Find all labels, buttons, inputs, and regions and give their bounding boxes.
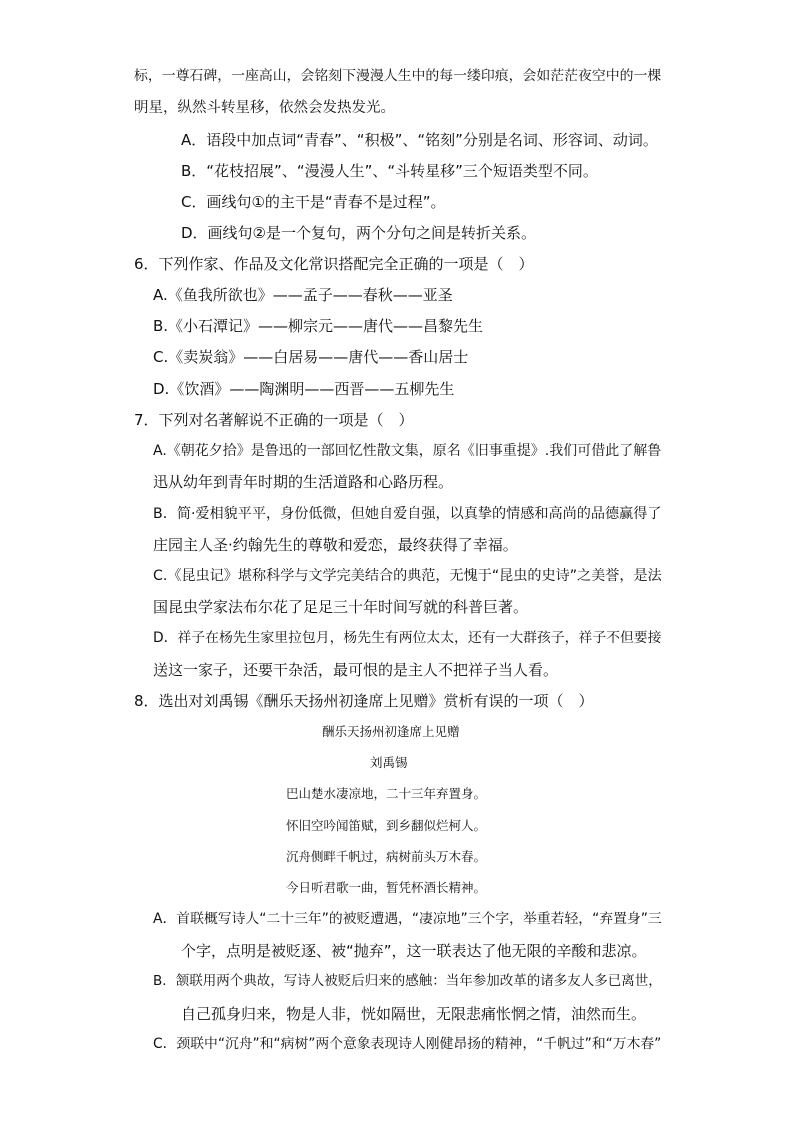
q5-option-b: B．“花枝招展”、“漫漫人生”、“斗转星移”三个短语类型不同。 <box>181 162 598 180</box>
poem-line-2: 怀旧空吟闻笛赋，到乡翻似烂柯人。 <box>286 818 487 833</box>
q7-stem: 7．下列对名著解说不正确的一项是（ ） <box>134 411 414 429</box>
poem-author: 刘禹锡 <box>370 755 408 770</box>
poem-line-4: 今日听君歌一曲，暂凭杯酒长精神。 <box>286 880 487 895</box>
q6-option-b: B.《小石潭记》——柳宗元——唐代——昌黎先生 <box>153 317 484 335</box>
q8-option-b-line-1: B．颔联用两个典故，写诗人被贬后归来的感触：当年参加改革的诸多友人多已离世， <box>153 973 662 989</box>
q5-option-a: A．语段中加点词“青春”、“积极”、“铭刻”分别是名词、形容词、动词。 <box>181 131 658 149</box>
q8-stem: 8．选出对刘禹锡《酬乐天扬州初逢席上见赠》赏析有误的一项（ ） <box>134 692 594 710</box>
q7-option-c-line-2: 国昆虫学家法布尔花了足足三十年时间写就的科普巨著。 <box>153 598 529 616</box>
q5-option-d: D．画线句②是一个复句，两个分句之间是转折关系。 <box>181 224 536 242</box>
q6-stem: 6．下列作家、作品及文化常识搭配完全正确的一项是（ ） <box>134 255 534 273</box>
q7-option-d-line-2: 送这一家子，还要干杂活，最可恨的是主人不把祥子当人看。 <box>153 661 559 679</box>
poem-line-3: 沉舟侧畔千帆过，病树前头万木春。 <box>286 849 487 864</box>
q6-option-d: D.《饮酒》——陶渊明——西晋——五柳先生 <box>153 380 455 398</box>
q7-option-c-line-1: C.《昆虫记》堪称科学与文学完美结合的典范，无愧于“昆虫的史诗”之美誉，是法 <box>153 568 662 584</box>
q7-option-a-line-1: A.《朝花夕拾》是鲁迅的一部回忆性散文集，原名《旧事重提》.我们可借此了解鲁 <box>153 443 662 459</box>
q7-option-b-line-1: B．简·爱相貌平平，身份低微，但她自爱自强，以真挚的情感和高尚的品德赢得了 <box>153 506 662 522</box>
q6-option-a: A.《鱼我所欲也》——孟子——春秋——亚圣 <box>153 286 453 304</box>
passage-line-2: 明星，纵然斗转星移，依然会发热发光。 <box>134 100 395 116</box>
q8-option-b-line-2: 自己孤身归来，物是人非，恍如隔世，无限悲痛怅惘之情，油然而生。 <box>181 1005 647 1023</box>
passage-line-1: 标，一尊石碑，一座高山，会铭刻下漫漫人生中的每一缕印痕，会如茫茫夜空中的一棵 <box>134 68 662 84</box>
q5-option-c: C．画线句①的主干是“青春不是过程”。 <box>181 193 446 211</box>
q7-option-d-line-1: D．祥子在杨先生家里拉包月，杨先生有两位太太，还有一大群孩子，祥子不但要接 <box>153 630 662 646</box>
q8-option-a-line-2: 个字，点明是被贬逐、被“抛弃”，这一联表达了他无限的辛酸和悲凉。 <box>181 942 647 960</box>
poem-line-1: 巴山楚水凄凉地，二十三年弃置身。 <box>286 786 487 801</box>
q6-option-c: C.《卖炭翁》——白居易——唐代——香山居士 <box>153 348 469 366</box>
q7-option-a-line-2: 迅从幼年到青年时期的生活道路和心路历程。 <box>153 473 454 491</box>
q7-option-b-line-2: 庄园主人圣·约翰先生的尊敬和爱恋，最终获得了幸福。 <box>153 536 518 554</box>
q8-option-a-line-1: A．首联概写诗人“二十三年”的被贬遭遇，“凄凉地”三个字，举重若轻，“弃置身”三 <box>153 911 662 927</box>
poem-title: 酬乐天扬州初逢席上见赠 <box>322 724 460 739</box>
q8-option-c-line-1: C．颈联中“沉舟”和“病树”两个意象表现诗人刚健昂扬的精神，“千帆过”和“万木春” <box>153 1036 662 1052</box>
